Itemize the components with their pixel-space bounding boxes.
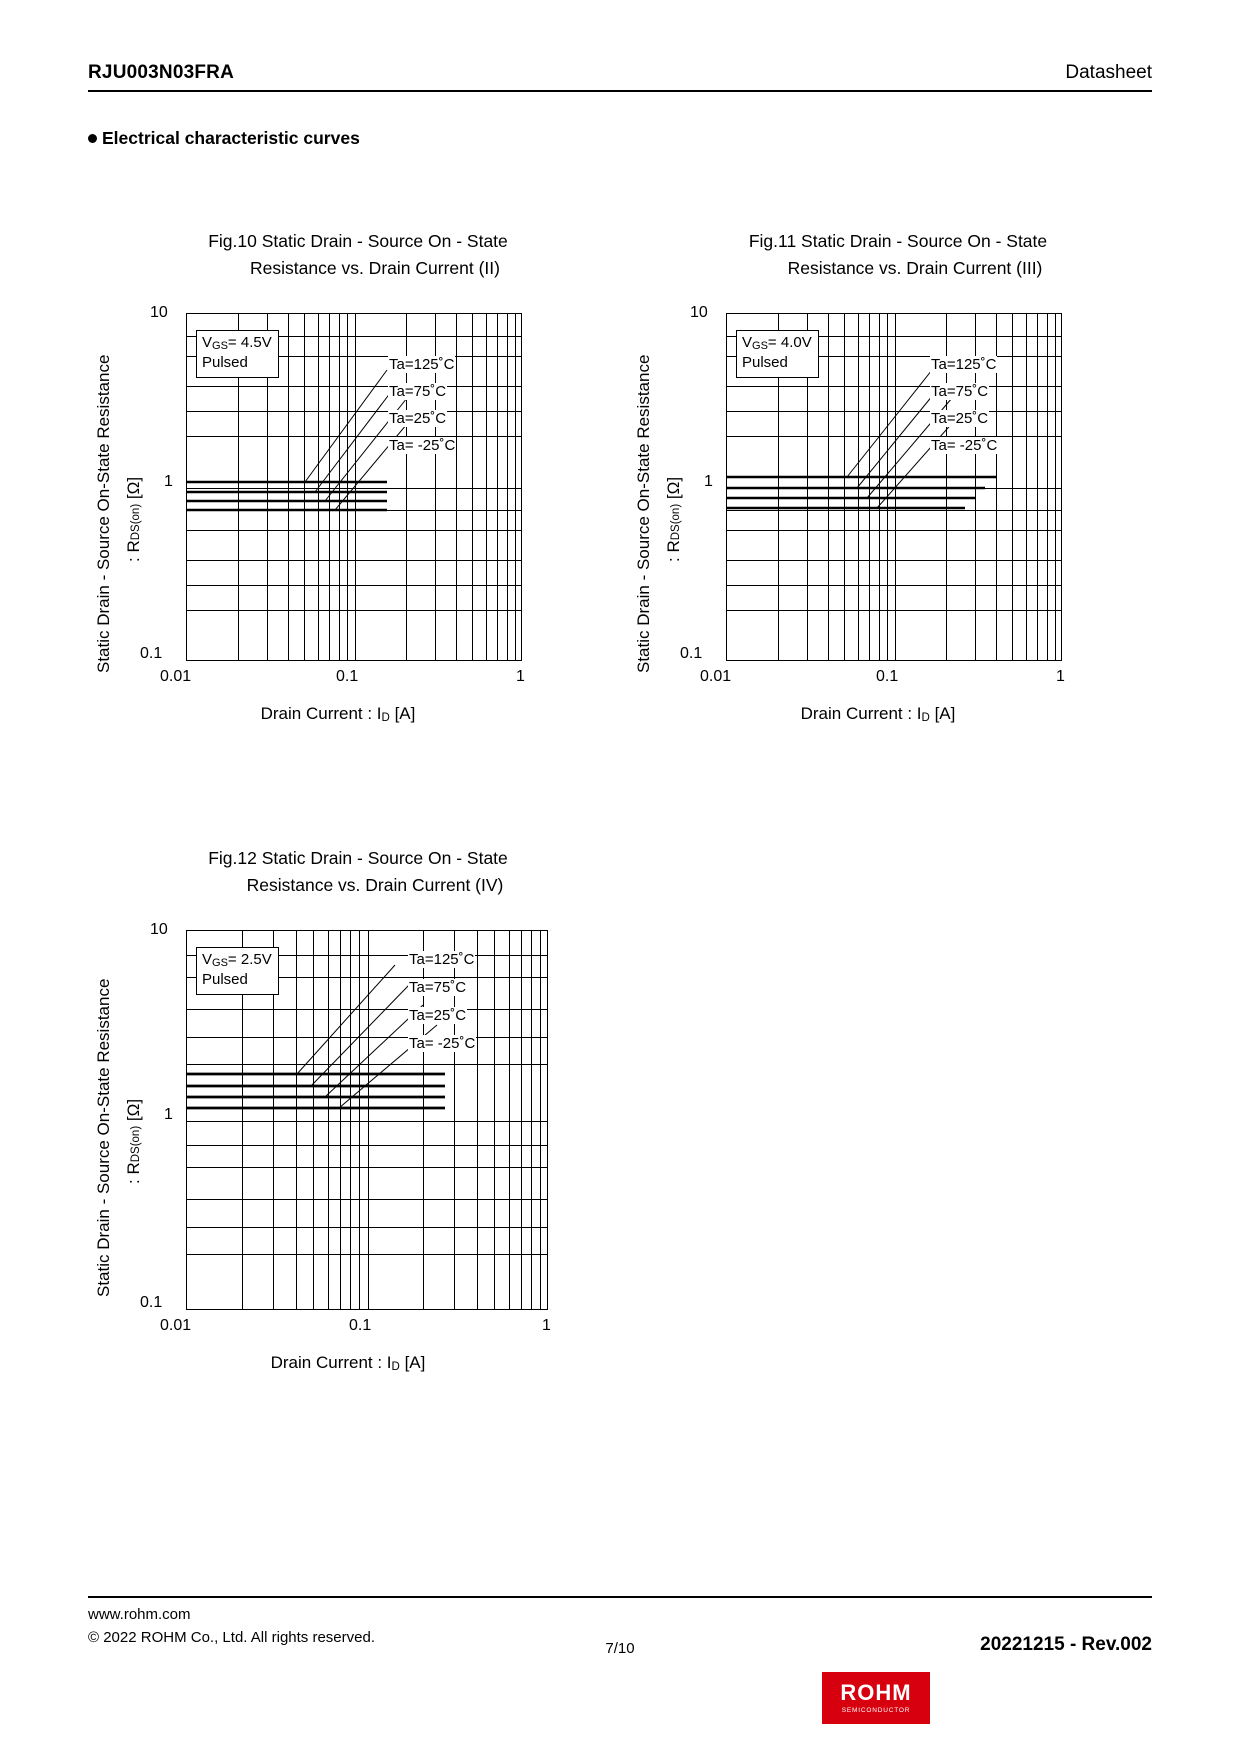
fig10-ytick-mid: 1 <box>164 473 173 490</box>
fig10-ylabel-sub-post: [Ω] <box>124 476 143 504</box>
fig12-curve-label-3: Ta= -25˚C <box>409 1035 476 1052</box>
fig11-ylabel-sub-post: [Ω] <box>664 476 683 504</box>
fig11-ytick-mid: 1 <box>704 473 713 490</box>
fig12-ytick-top: 10 <box>150 921 168 938</box>
fig11-caption-line2: Resistance vs. Drain Current (III) <box>787 258 1043 279</box>
document-type: Datasheet <box>1065 62 1152 83</box>
bullet-icon <box>88 134 97 143</box>
fig11-curve-label-3: Ta= -25˚C <box>931 437 998 454</box>
fig12-ylabel-sub <box>124 1076 144 1206</box>
fig12-curve-label-2: Ta=25˚C <box>409 1007 467 1024</box>
page-number: 7/10 <box>605 1640 635 1657</box>
part-number: RJU003N03FRA <box>88 62 235 83</box>
fig12-ytick-bottom: 0.1 <box>140 1294 163 1311</box>
footer-copyright: © 2022 ROHM Co., Ltd. All rights reserved. <box>88 1628 375 1646</box>
fig12-xtick-right: 1 <box>542 1317 551 1334</box>
revision-label: 20221215 - Rev.002 <box>980 1634 1152 1655</box>
section-title <box>88 128 360 149</box>
fig10-ytick-bottom: 0.1 <box>140 645 163 662</box>
fig10-plot <box>78 304 578 774</box>
fig12-xtick-mid: 0.1 <box>349 1317 372 1334</box>
fig11-xtick-mid: 0.1 <box>876 668 899 685</box>
fig11-xtick-right: 1 <box>1056 668 1065 685</box>
fig11-ylabel-sub-sub: DS(on) <box>670 503 682 540</box>
fig11-note-line1: VGS= 4.0V <box>742 334 812 352</box>
fig10-curve-label-2: Ta=25˚C <box>389 410 447 427</box>
fig12-ylabel-sub-pre: : R <box>124 1161 143 1184</box>
fig11-caption <box>648 228 1148 282</box>
fig12-condition-note <box>196 947 279 995</box>
fig10-ylabel-sub <box>124 454 144 584</box>
rohm-logo-sub: SEMICONDUCTOR <box>841 1707 911 1714</box>
fig12-caption-line2: Resistance vs. Drain Current (IV) <box>246 875 504 896</box>
fig12-xtick-left: 0.01 <box>160 1317 192 1334</box>
fig10-ylabel-sub-pre: : R <box>124 539 143 562</box>
fig10-xtick-right: 1 <box>516 668 525 685</box>
fig10-ytick-top: 10 <box>150 304 168 321</box>
fig11-caption-line1: Fig.11 Static Drain - Source On - State <box>748 231 1048 251</box>
fig11-curve-label-0: Ta=125˚C <box>931 356 997 373</box>
fig12-caption <box>108 845 608 899</box>
page-header <box>88 62 1152 92</box>
fig10-xlabel: Drain Current : ID [A] <box>260 704 416 724</box>
fig10-note-line2: Pulsed <box>202 353 248 371</box>
fig11-plot <box>618 304 1118 774</box>
fig11-ylabel-sub-pre: : R <box>664 539 683 562</box>
fig12-curve-label-0: Ta=125˚C <box>409 951 475 968</box>
fig12-ylabel-sub-sub: DS(on) <box>130 1125 142 1162</box>
fig11-curve-label-2: Ta=25˚C <box>931 410 989 427</box>
fig11-note-line2: Pulsed <box>742 353 788 371</box>
footer-divider <box>88 1596 1152 1598</box>
fig10-ylabel-main: Static Drain - Source On-State Resistance <box>94 354 113 674</box>
fig10-caption <box>108 228 608 282</box>
fig10-xtick-mid: 0.1 <box>336 668 359 685</box>
fig12-plot <box>78 921 598 1421</box>
rohm-logo <box>822 1672 930 1724</box>
fig12-curve-label-1: Ta=75˚C <box>409 979 467 996</box>
fig12-xlabel: Drain Current : ID [A] <box>270 1353 426 1373</box>
fig10-curve-label-0: Ta=125˚C <box>389 356 455 373</box>
footer-url[interactable]: www.rohm.com <box>88 1606 191 1623</box>
rohm-logo-name: ROHM <box>840 1680 912 1705</box>
fig10-caption-line2: Resistance vs. Drain Current (II) <box>250 258 500 279</box>
section-title-text: Electrical characteristic curves <box>102 128 360 148</box>
fig12-caption-line1: Fig.12 Static Drain - Source On - State <box>208 848 508 868</box>
fig12-ylabel-main: Static Drain - Source On-State Resistance <box>94 978 113 1298</box>
fig12-ytick-mid: 1 <box>164 1106 173 1123</box>
fig11-ylabel-sub <box>664 454 684 584</box>
fig10-condition-note <box>196 330 279 378</box>
fig10-curve-label-3: Ta= -25˚C <box>389 437 456 454</box>
fig11-ytick-top: 10 <box>690 304 708 321</box>
fig10-ylabel-sub-sub: DS(on) <box>130 503 142 540</box>
fig10-caption-line1: Fig.10 Static Drain - Source On - State <box>208 231 508 251</box>
fig10-xtick-left: 0.01 <box>160 668 192 685</box>
fig11-ytick-bottom: 0.1 <box>680 645 703 662</box>
fig12-note-line1: VGS= 2.5V <box>202 951 272 969</box>
fig10-curve-label-1: Ta=75˚C <box>389 383 447 400</box>
fig11-curve-label-1: Ta=75˚C <box>931 383 989 400</box>
fig10-note-line1: VGS= 4.5V <box>202 334 272 352</box>
fig12-note-line2: Pulsed <box>202 970 248 988</box>
fig12-ylabel-sub-post: [Ω] <box>124 1098 143 1126</box>
fig11-condition-note <box>736 330 819 378</box>
fig11-xlabel: Drain Current : ID [A] <box>800 704 956 724</box>
fig11-ylabel-main: Static Drain - Source On-State Resistance <box>634 354 653 674</box>
fig11-xtick-left: 0.01 <box>700 668 732 685</box>
